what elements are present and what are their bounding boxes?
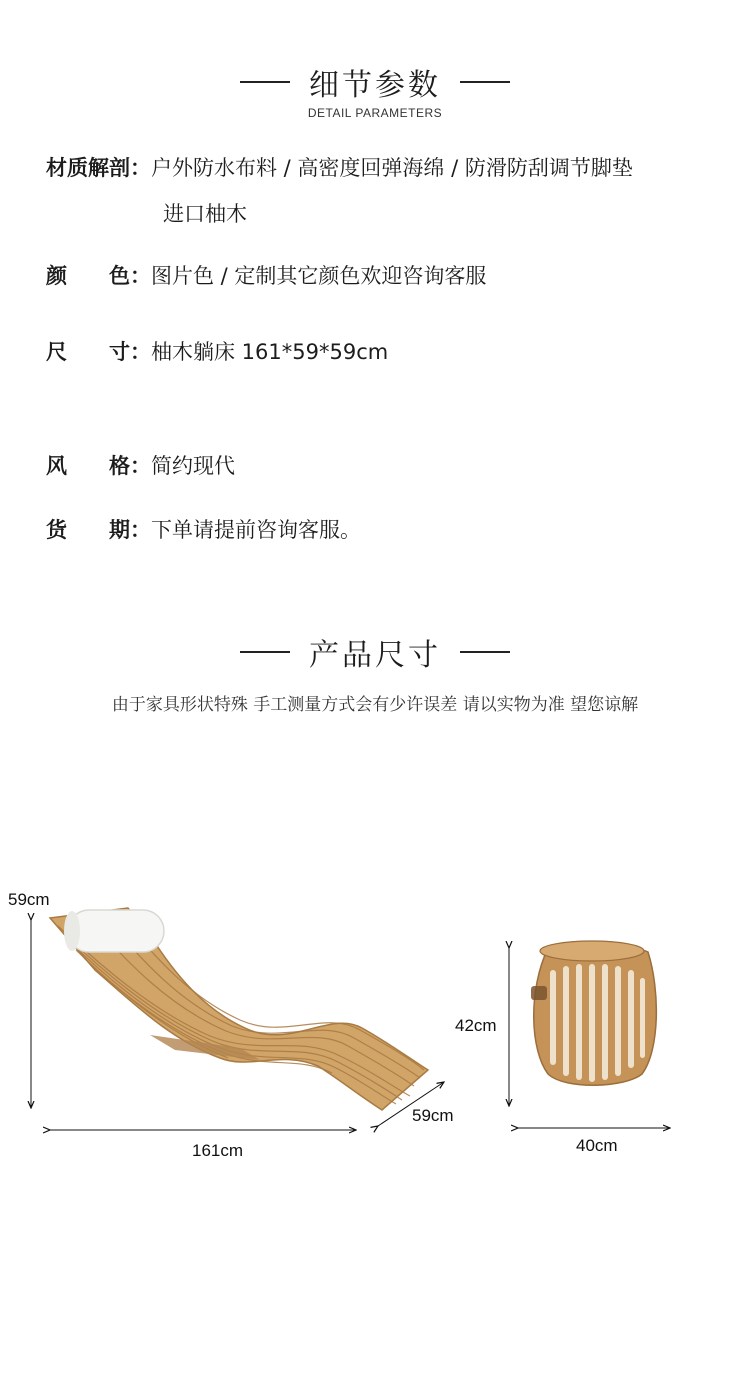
param-style-label: 风 格： <box>46 454 151 478</box>
param-size-value: 柚木躺床 161*59*59cm <box>151 340 389 364</box>
param-material-label: 材质解剖： <box>46 156 151 180</box>
lounger-length-label: 161cm <box>192 1141 244 1160</box>
header-line-right <box>460 651 510 653</box>
param-material-value: 户外防水布料 / 高密度回弹海绵 / 防滑防刮调节脚垫 <box>151 156 633 180</box>
param-delivery <box>46 514 361 544</box>
param-material-value-line2: 进口柚木 <box>163 202 247 226</box>
param-color-label: 颜 色： <box>46 264 151 288</box>
product-size-note: 由于家具形状特殊 手工测量方式会有少许误差 请以实物为准 望您谅解 <box>111 695 639 715</box>
stool-width-label: 40cm <box>576 1136 618 1155</box>
product-size-title: 产品尺寸 <box>309 638 441 673</box>
detail-title: 细节参数 <box>309 68 441 103</box>
header-line-left <box>240 651 290 653</box>
lounger-width-label: 59cm <box>412 1106 454 1125</box>
param-style <box>46 450 235 480</box>
white-pillow <box>68 910 164 952</box>
stool-height-label: 42cm <box>455 1016 497 1035</box>
header-line-right <box>460 81 510 83</box>
teak-lounger <box>50 908 428 1110</box>
param-material <box>46 152 633 182</box>
detail-subtitle: DETAIL PARAMETERS <box>307 106 443 120</box>
param-size <box>46 336 388 366</box>
param-color <box>46 260 486 290</box>
param-style-value: 简约现代 <box>151 454 235 478</box>
param-delivery-value: 下单请提前咨询客服。 <box>151 518 361 542</box>
param-color-value: 图片色 / 定制其它颜色欢迎咨询客服 <box>151 264 487 288</box>
stool-handle <box>531 986 547 1000</box>
lounger-height-label: 59cm <box>8 890 50 909</box>
teak-stool <box>531 941 656 1085</box>
product-size-header <box>0 630 750 674</box>
param-size-label: 尺 寸： <box>46 340 151 364</box>
detail-header <box>0 60 750 120</box>
header-line-left <box>240 81 290 83</box>
product-illustration <box>0 860 750 1180</box>
param-delivery-label: 货 期： <box>46 518 151 542</box>
